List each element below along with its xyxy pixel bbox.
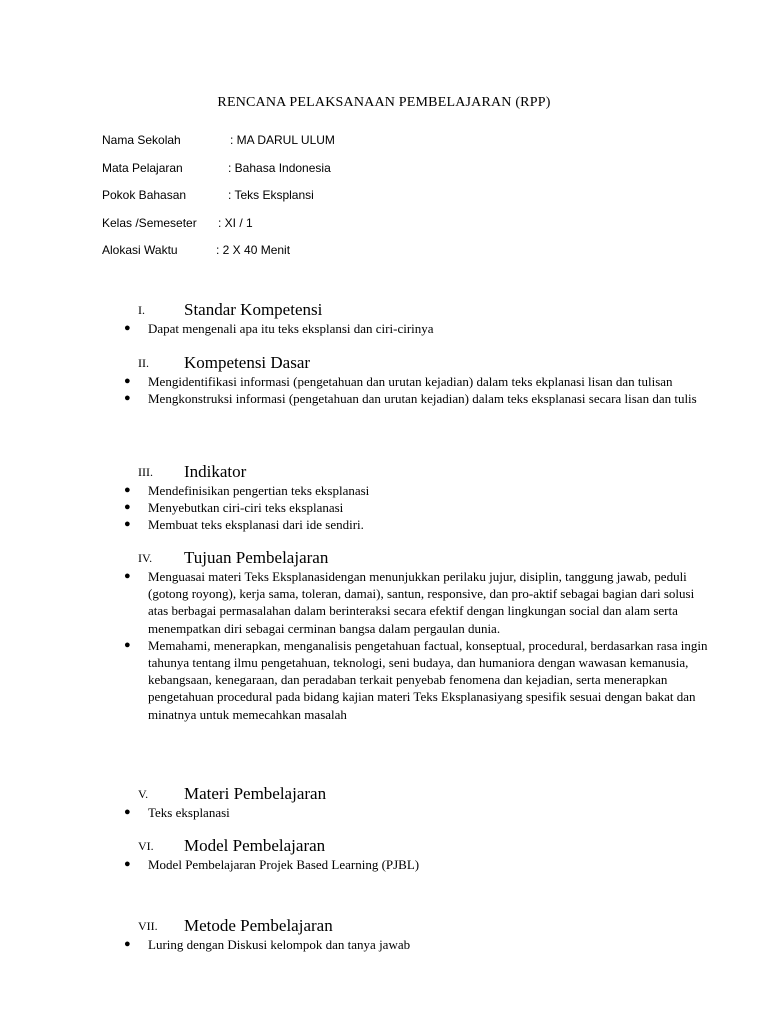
bullet-icon: ● bbox=[124, 858, 131, 870]
list-item-text: Mengkonstruksi informasi (pengetahuan dan urutan kejadian) dalam teks eksplanasi secara lisan dan tulis bbox=[148, 391, 697, 407]
list-item bbox=[118, 390, 708, 407]
list-item bbox=[118, 320, 708, 337]
bullet-icon: ● bbox=[124, 501, 131, 514]
section-model-pembelajaran bbox=[118, 834, 708, 873]
section-number: II. bbox=[138, 356, 149, 370]
meta-label: Kelas /Semeseter bbox=[102, 215, 197, 230]
section-heading bbox=[118, 546, 708, 568]
section-heading bbox=[118, 298, 708, 320]
section-heading bbox=[118, 834, 708, 856]
bullet-list bbox=[118, 804, 708, 821]
list-item bbox=[118, 804, 708, 821]
list-item bbox=[118, 637, 708, 723]
bullet-list bbox=[118, 856, 708, 873]
section-title: Metode Pembelajaran bbox=[184, 916, 333, 935]
section-heading bbox=[118, 351, 708, 373]
bullet-icon: ● bbox=[124, 570, 131, 582]
meta-label: Pokok Bahasan bbox=[102, 188, 187, 202]
bullet-icon: ● bbox=[124, 484, 131, 496]
section-title: Indikator bbox=[184, 462, 247, 481]
bullet-list bbox=[118, 482, 708, 534]
section-kompetensi-dasar bbox=[118, 351, 708, 407]
section-heading bbox=[118, 914, 708, 936]
meta-value: : 2 X 40 Menit bbox=[216, 243, 291, 257]
section-number: IV. bbox=[138, 551, 153, 565]
list-item bbox=[118, 516, 708, 533]
bullet-icon: ● bbox=[124, 322, 131, 334]
section-materi-pembelajaran bbox=[118, 782, 708, 821]
list-item bbox=[118, 936, 708, 953]
document-title: RENCANA PELAKSANAAN PEMBELAJARAN (RPP) bbox=[217, 95, 551, 110]
meta-label: Alokasi Waktu bbox=[102, 243, 178, 257]
section-standar-kompetensi bbox=[118, 298, 708, 337]
section-tujuan-pembelajaran bbox=[118, 546, 708, 723]
list-item-text: Menyebutkan ciri-ciri teks eksplanasi bbox=[148, 500, 344, 516]
bullet-icon: ● bbox=[124, 938, 131, 950]
list-item-text: Model Pembelajaran Projek Based Learning (PJBL) bbox=[148, 857, 420, 872]
meta-value: : Teks Eksplansi bbox=[228, 188, 314, 202]
section-title: Standar Kompetensi bbox=[184, 300, 323, 319]
list-item-text: Mendefinisikan pengertian teks eksplanasi bbox=[148, 483, 370, 498]
section-number: V. bbox=[138, 787, 149, 801]
bullet-list bbox=[118, 936, 708, 953]
list-item bbox=[118, 499, 708, 516]
section-title: Kompetensi Dasar bbox=[184, 353, 311, 372]
list-item-text: Menguasai materi Teks Eksplanasidengan menunjukkan perilaku jujur, disiplin, tanggung jawab, peduli (gotong royong), kerja sama, toleran, damai), santun, responsive, dan pro-aktif sebagai bagian dari solusi atas berbagai permasalahan dalam berinteraksi secara efektif dengan lingkungan social dan alam serta menempatkan diri sebagai cerminan bangsa dalam pergaulan dunia. bbox=[148, 569, 695, 636]
bullet-icon: ● bbox=[124, 392, 131, 405]
meta-label: Mata Pelajaran bbox=[102, 160, 183, 175]
bullet-icon: ● bbox=[124, 518, 131, 531]
section-metode-pembelajaran bbox=[118, 914, 708, 953]
bullet-icon: ● bbox=[124, 806, 131, 818]
list-item-text: Dapat mengenali apa itu teks eksplansi dan ciri-cirinya bbox=[148, 321, 434, 336]
list-item-text: Luring dengan Diskusi kelompok dan tanya jawab bbox=[148, 937, 411, 952]
section-title: Materi Pembelajaran bbox=[184, 784, 327, 803]
meta-value: : Bahasa Indonesia bbox=[228, 160, 331, 175]
meta-value: : XI / 1 bbox=[218, 215, 253, 230]
list-item-text: Memahami, menerapkan, menganalisis pengetahuan factual, konseptual, procedural, berdasarkan rasa ingin tahunya tentang ilmu pengetahuan, teknologi, seni budaya, dan humaniora dengan wawasan kemanusia, kebangsaan, kenegaraan, dan peradaban terkait penyebab fenomena dan kejadian, serta menerapkan pengetahuan procedural pada bidang kajian materi Teks Eksplanasiyang spesifik sesuai dengan bakat dan minatnya untuk memecahkan masalah bbox=[148, 637, 708, 722]
section-heading bbox=[118, 782, 708, 804]
section-number: III. bbox=[138, 465, 153, 479]
meta-label: Nama Sekolah bbox=[102, 133, 181, 147]
section-number: VII. bbox=[138, 919, 158, 933]
list-item bbox=[118, 856, 708, 873]
bullet-list bbox=[118, 320, 708, 337]
list-item bbox=[118, 482, 708, 499]
list-item bbox=[118, 373, 708, 390]
section-indikator bbox=[118, 460, 708, 534]
section-title: Tujuan Pembelajaran bbox=[184, 548, 329, 567]
bullet-list bbox=[118, 568, 708, 723]
section-title: Model Pembelajaran bbox=[184, 836, 326, 855]
section-heading bbox=[118, 460, 708, 482]
meta-value: : MA DARUL ULUM bbox=[230, 133, 335, 147]
list-item-text: Teks eksplanasi bbox=[148, 805, 230, 820]
list-item-text: Mengidentifikasi informasi (pengetahuan dan urutan kejadian) dalam teks ekplanasi lisan dan tulisan bbox=[148, 374, 673, 389]
section-number: I. bbox=[138, 303, 145, 317]
list-item bbox=[118, 568, 708, 637]
section-number: VI. bbox=[138, 839, 154, 853]
bullet-list bbox=[118, 373, 708, 407]
bullet-icon: ● bbox=[124, 638, 131, 651]
list-item-text: Membuat teks eksplanasi dari ide sendiri. bbox=[148, 517, 364, 533]
bullet-icon: ● bbox=[124, 375, 131, 387]
